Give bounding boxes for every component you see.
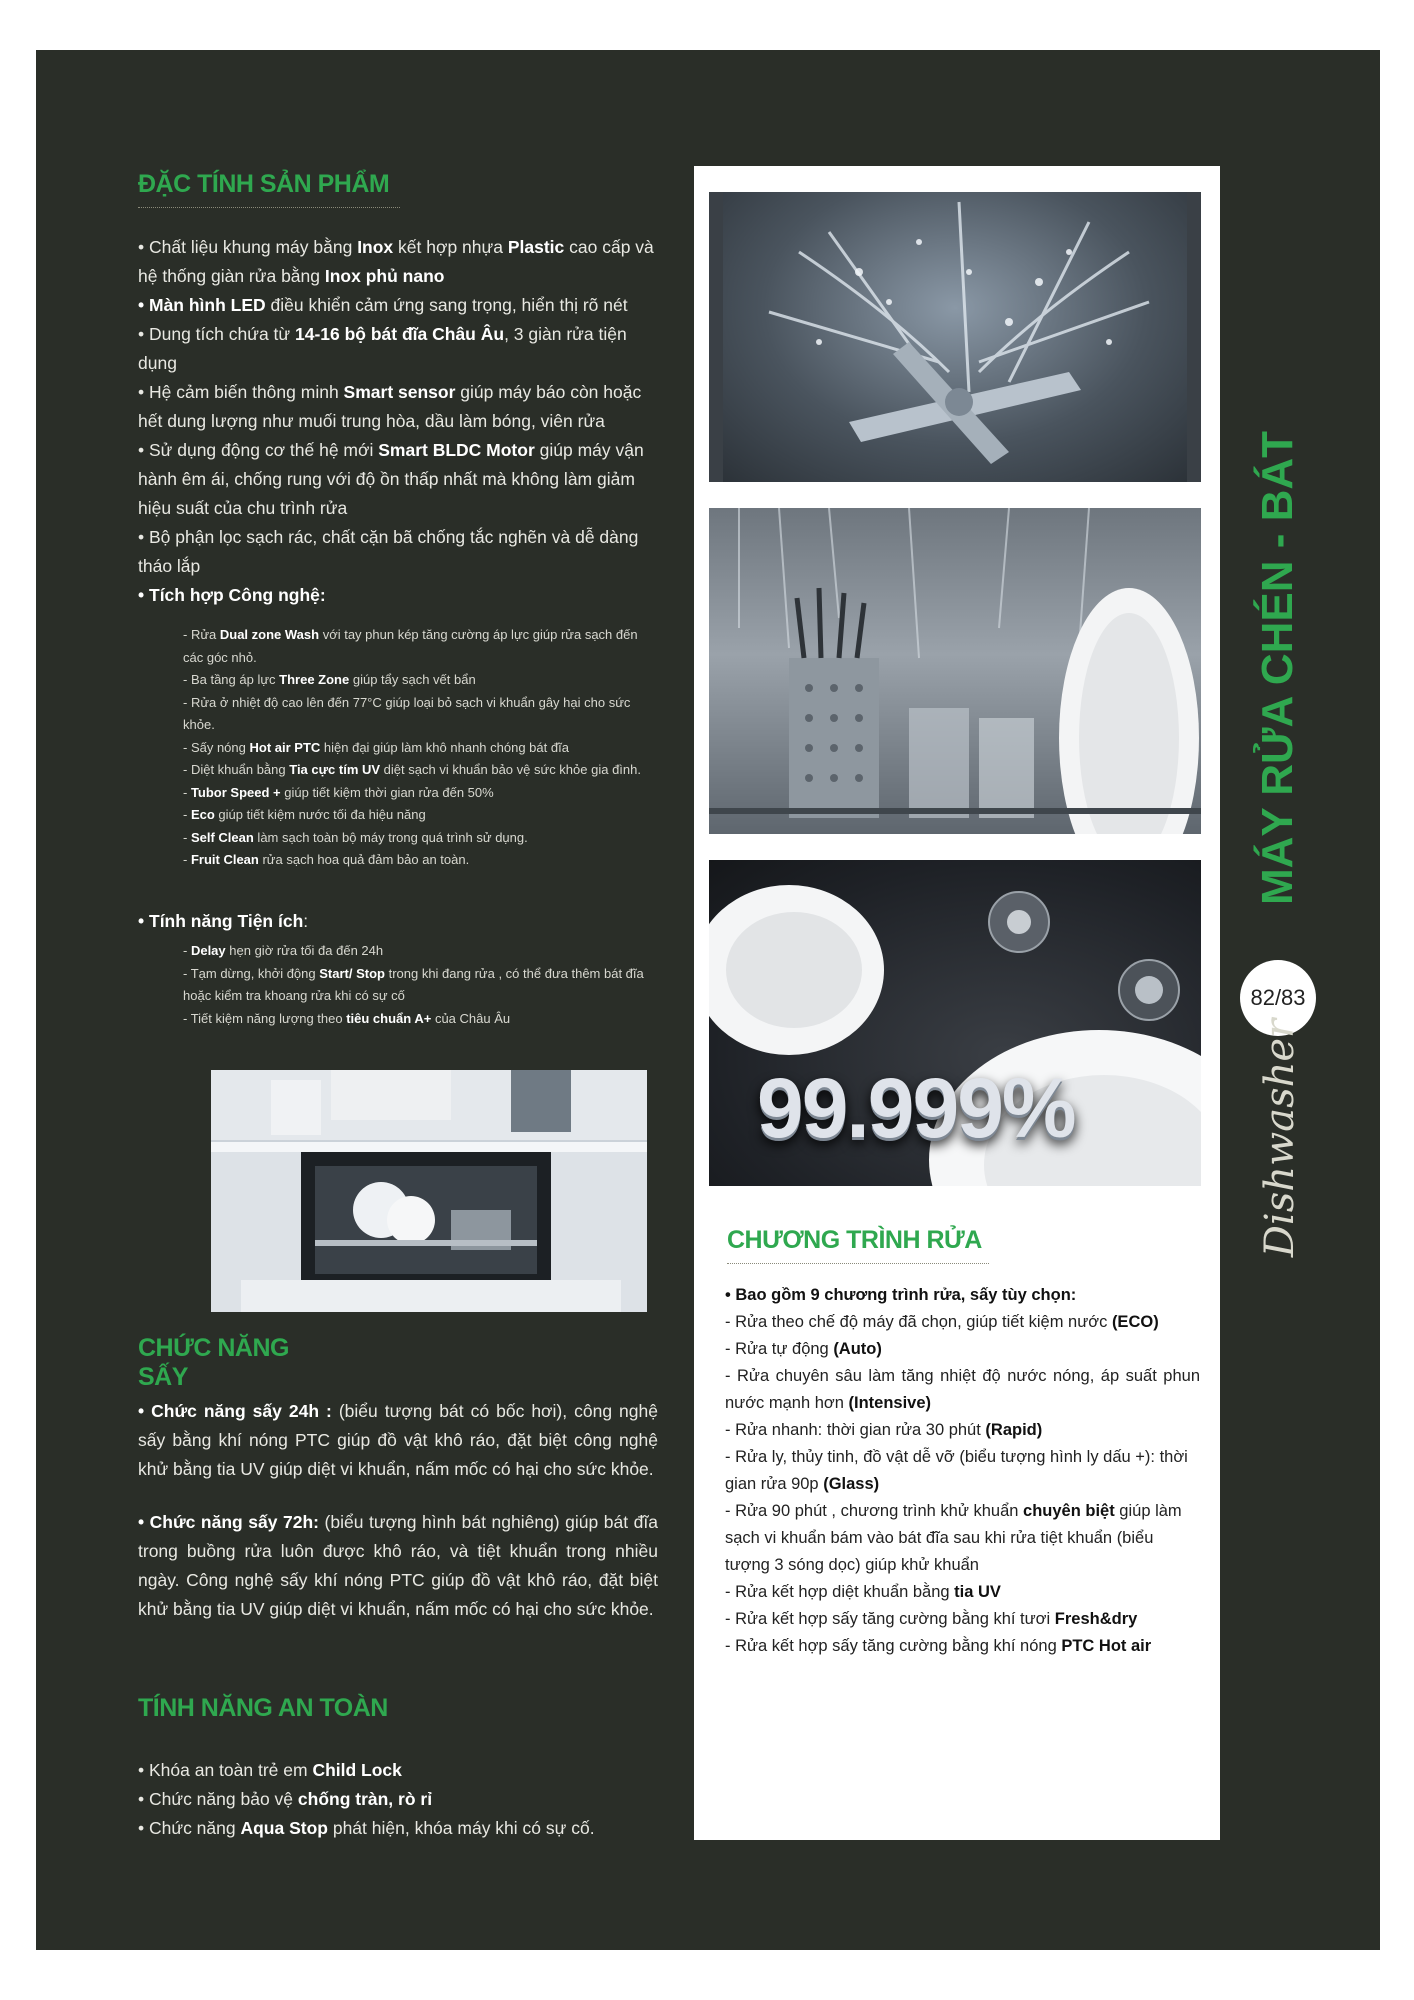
program-item: - Rửa 90 phút , chương trình khử khuẩn chuyên biệt giúp làm sạch vi khuẩn bám vào bát đĩa sau khi rửa tiệt khuẩn (biểu tượng 3 sóng dọc) giúp khử khuẩn xyxy=(725,1502,1182,1574)
drying-title: CHỨC NĂNG SẤY xyxy=(138,1334,289,1391)
features-title: ĐẶC TÍNH SẢN PHẨM xyxy=(138,170,400,208)
programs-card xyxy=(694,166,1220,1840)
feature-item-frame: • Chất liệu khung máy bằng Inox kết hợp nhựa Plastic cao cấp và hệ thống giàn rửa bằng Inox phủ nano xyxy=(138,237,654,286)
spray-arm-photo xyxy=(709,192,1201,482)
safety-title: TÍNH NĂNG AN TOÀN xyxy=(138,1694,388,1722)
tech-item: - Fruit Clean rửa sạch hoa quả đảm bảo an toàn. xyxy=(183,852,470,867)
programs-intro: • Bao gồm 9 chương trình rửa, sấy tùy chọn: xyxy=(725,1286,1077,1304)
programs-title: CHƯƠNG TRÌNH RỬA xyxy=(727,1226,989,1264)
program-item: - Rửa ly, thủy tinh, đồ vật dễ vỡ (biểu tượng hình ly dấu +): thời gian rửa 90p (Glass) xyxy=(725,1448,1188,1493)
feature-item-capacity: • Dung tích chứa từ 14-16 bộ bát đĩa Châu Âu, 3 giàn rửa tiện dụng xyxy=(138,324,627,373)
feature-item-motor: • Sử dụng động cơ thế hệ mới Smart BLDC Motor giúp máy vận hành êm ái, chống rung với độ ồn thấp nhất mà không làm giảm hiệu suất của chu trình rửa xyxy=(138,440,644,518)
feature-item-sensor: • Hệ cảm biến thông minh Smart sensor giúp máy báo còn hoặc hết dung lượng như muối trung hòa, dầu làm bóng, viên rửa xyxy=(138,382,642,431)
kitchen-dishwasher-photo xyxy=(211,1070,647,1312)
tech-item: - Rửa Dual zone Wash với tay phun kép tăng cường áp lực giúp rửa sạch đến các góc nhỏ. xyxy=(183,627,638,665)
feature-item-filter: • Bộ phận lọc sạch rác, chất cặn bã chống tắc nghẽn và dễ dàng tháo lắp xyxy=(138,527,639,576)
program-item: - Rửa chuyên sâu làm tăng nhiệt độ nước nóng, áp suất phun nước mạnh hơn (Intensive) xyxy=(725,1367,1200,1412)
drying-text xyxy=(138,1397,658,1624)
drying-72h: • Chức năng sấy 72h: (biểu tượng hình bát nghiêng) giúp bát đĩa trong buồng rửa luôn được khô ráo, và tiệt khuẩn trong nhiều ngày. Công nghệ sấy khí nóng PTC giúp đồ vật khô ráo, đặt biệt khử bằng tia UV giúp diệt vi khuẩn, nấm mốc có hại cho sức khỏe. xyxy=(138,1512,658,1619)
tech-item: - Sấy nóng Hot air PTC hiện đại giúp làm khô nhanh chóng bát đĩa xyxy=(183,739,569,755)
program-item: - Rửa theo chế độ máy đã chọn, giúp tiết kiệm nước (ECO) xyxy=(725,1313,1159,1331)
percent-overlay: 99.999% xyxy=(757,1061,1075,1155)
safety-list xyxy=(138,1756,658,1843)
tech-item: - Diệt khuẩn bằng Tia cực tím UV diệt sạch vi khuẩn bảo vệ sức khỏe gia đình. xyxy=(183,762,641,777)
tech-item: - Rửa ở nhiệt độ cao lên đến 77°C giúp loại bỏ sạch vi khuẩn gây hại cho sức khỏe. xyxy=(183,694,631,732)
tech-item: - Ba tầng áp lực Three Zone giúp tẩy sạch vết bẩn xyxy=(183,672,476,687)
programs-list xyxy=(725,1282,1200,1660)
feature-item-tech-heading: • Tích hợp Công nghệ: xyxy=(138,585,326,605)
feature-item-led: • Màn hình LED điều khiển cảm ứng sang trọng, hiển thị rõ nét xyxy=(138,295,628,315)
safety-item: • Chức năng bảo vệ chống tràn, rò rỉ xyxy=(138,1789,433,1809)
tech-item: - Self Clean làm sạch toàn bộ máy trong quá trình sử dụng. xyxy=(183,829,528,845)
vertical-title: MÁY RỬA CHÉN - BÁT xyxy=(1253,430,1302,905)
program-item: - Rửa nhanh: thời gian rửa 30 phút (Rapid) xyxy=(725,1421,1043,1439)
utility-item: - Tạm dừng, khởi động Start/ Stop trong khi đang rửa , có thể đưa thêm bát đĩa hoặc kiểm tra khoang rửa khi có sự cố xyxy=(183,965,644,1003)
tech-list xyxy=(183,624,653,872)
features-list xyxy=(138,233,658,610)
program-item: - Rửa kết hợp sấy tăng cường bằng khí tươi Fresh&dry xyxy=(725,1610,1138,1628)
drying-24h: • Chức năng sấy 24h : (biểu tượng bát có bốc hơi), công nghệ sấy bằng khí nóng PTC giúp đồ vật khô ráo, đặt biệt công nghệ khử bằng tia UV giúp diệt vi khuẩn, nấm mốc có hại cho sức khỏe. xyxy=(138,1401,658,1479)
utility-list xyxy=(183,940,653,1030)
tech-item: - Tubor Speed + giúp tiết kiệm thời gian rửa đến 50% xyxy=(183,784,494,800)
script-dishwasher: Dishwasher xyxy=(1257,1018,1303,1258)
utility-item: - Delay hẹn giờ rửa tối đa đến 24h xyxy=(183,943,384,958)
cutlery-basket-photo xyxy=(709,508,1201,834)
safety-item: • Chức năng Aqua Stop phát hiện, khóa máy khi có sự cố. xyxy=(138,1818,595,1838)
program-item: - Rửa tự động (Auto) xyxy=(725,1340,882,1358)
safety-item: • Khóa an toàn trẻ em Child Lock xyxy=(138,1760,402,1780)
tech-item: - Eco giúp tiết kiệm nước tối đa hiệu năng xyxy=(183,807,426,822)
antibacterial-plates-photo xyxy=(709,860,1201,1186)
program-item: - Rửa kết hợp diệt khuẩn bằng tia UV xyxy=(725,1583,1001,1601)
virus-icon xyxy=(1119,960,1179,1020)
utility-item: - Tiết kiệm năng lượng theo tiêu chuẩn A+ của Châu Âu xyxy=(183,1010,511,1026)
page-number-badge: 82/83 xyxy=(1240,960,1316,1036)
utility-heading: • Tính năng Tiện ích: xyxy=(138,911,309,931)
program-item: - Rửa kết hợp sấy tăng cường bằng khí nóng PTC Hot air xyxy=(725,1637,1152,1655)
bacteria-icon xyxy=(989,892,1049,952)
